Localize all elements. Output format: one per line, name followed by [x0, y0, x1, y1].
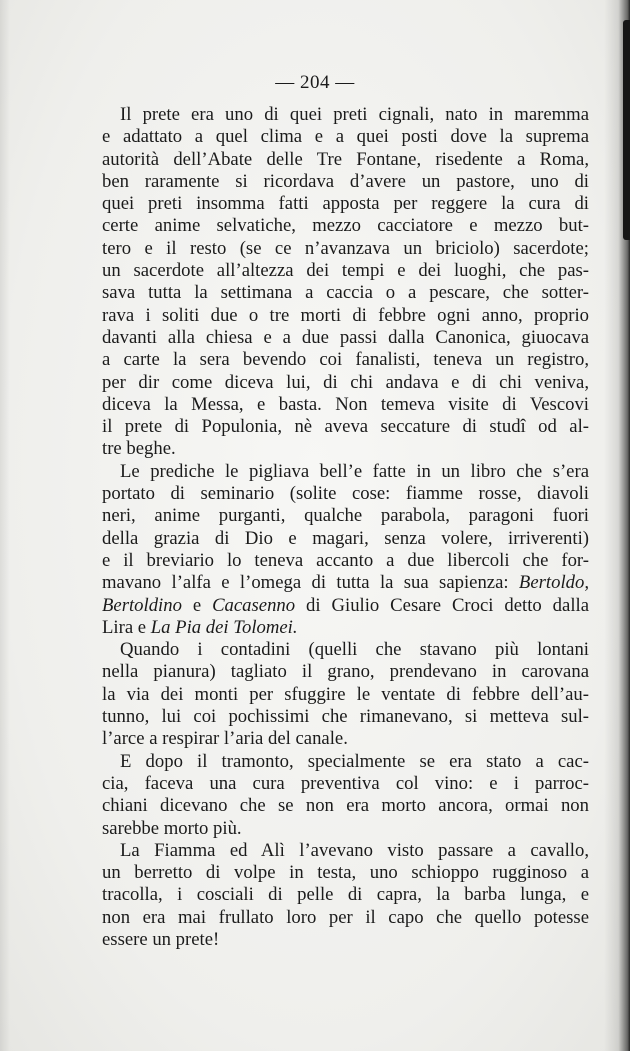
page-number: — 204 —	[275, 72, 355, 93]
text-run: E dopo il tramonto, specialmente se era stato a cac-	[120, 750, 589, 772]
text-run: e il breviario lo teneva accanto a due libercoli che for-	[102, 549, 589, 571]
text-line	[102, 461, 589, 483]
text-run: sarebbe morto più.	[102, 817, 242, 839]
italic-text: Bertoldo,	[518, 572, 589, 594]
text-run: rava i soliti due o tre morti di febbre ogni anno, proprio	[102, 304, 589, 326]
text-run: e	[181, 594, 213, 616]
text-line	[102, 260, 589, 282]
text-line	[102, 126, 589, 148]
text-run: e adattato a quel clima e a quei posti dove la suprema	[102, 126, 589, 148]
text-line	[102, 193, 589, 215]
text-line	[102, 751, 589, 773]
text-run: sava tutta la settimana a caccia o a pescare, che sotter-	[102, 282, 589, 304]
paragraph	[102, 639, 589, 750]
text-run: Le prediche le pigliava bell’e fatte in un libro che s’era	[120, 460, 589, 482]
text-line	[102, 238, 589, 260]
text-run: per dir come diceva lui, di chi andava e di chi veniva,	[102, 371, 589, 393]
page-left-shadow	[0, 0, 10, 1051]
text-run: Lira e	[102, 616, 151, 638]
text-run: portato di seminario (solite cose: fiamme rosse, diavoli	[102, 483, 589, 505]
text-run: tero e il resto (se ce n’avanzava un briciolo) sacerdote;	[102, 237, 589, 259]
text-line	[102, 438, 589, 460]
text-run: tre beghe.	[102, 438, 176, 460]
text-line	[102, 661, 589, 683]
text-run: tracolla, i cosciali di pelle di capra, la barba lunga, e	[102, 884, 589, 906]
text-line	[102, 884, 589, 906]
text-run: ben raramente si ricordava d’avere un pastore, uno di	[102, 170, 589, 192]
text-run: davanti alla chiesa e a due passi dalla Canonica, giuocava	[102, 326, 589, 348]
paragraph	[102, 104, 589, 461]
text-line	[102, 840, 589, 862]
paragraph	[102, 461, 589, 639]
text-run: di Giulio Cesare Croci detto dalla	[295, 594, 589, 616]
text-run: neri, anime purganti, qualche parabola, paragoni fuori	[102, 505, 589, 527]
text-line	[102, 572, 589, 594]
text-line	[102, 483, 589, 505]
text-line	[102, 349, 589, 371]
text-run: certe anime selvatiche, mezzo cacciatore e mezzo but-	[102, 215, 589, 237]
text-line	[102, 327, 589, 349]
body-text	[102, 104, 589, 951]
text-line	[102, 528, 589, 550]
text-line	[102, 728, 589, 750]
text-line	[102, 929, 589, 951]
binding-edge	[623, 20, 630, 240]
text-line	[102, 706, 589, 728]
text-run: nella pianura) tagliato il grano, prendevano in carovana	[102, 661, 589, 683]
text-run: a carte la sera bevendo coi fanalisti, teneva un registro,	[102, 349, 589, 371]
text-line	[102, 505, 589, 527]
text-run: tunno, lui coi pochissimi che rimanevano, si metteva sul-	[102, 706, 589, 728]
text-run: non era mai frullato loro per il capo che quello potesse	[102, 906, 589, 928]
paragraph	[102, 840, 589, 951]
text-run: essere un prete!	[102, 928, 220, 950]
italic-text: Bertoldino	[102, 594, 182, 616]
text-line	[102, 818, 589, 840]
text-run: cia, faceva una cura preventiva col vino: e i parroc-	[102, 772, 589, 794]
text-line	[102, 372, 589, 394]
text-line	[102, 416, 589, 438]
text-line	[102, 639, 589, 661]
italic-text: La Pia dei Tolomei.	[150, 616, 298, 638]
text-run: chiani dicevano che se non era morto ancora, ormai non	[102, 795, 589, 817]
text-line	[102, 394, 589, 416]
text-line	[102, 149, 589, 171]
text-line	[102, 617, 589, 639]
text-run: La Fiamma ed Alì l’avevano visto passare a cavallo,	[120, 839, 589, 861]
text-run: autorità dell’Abate delle Tre Fontane, risedente a Roma,	[102, 148, 589, 170]
text-line	[102, 282, 589, 304]
text-line	[102, 215, 589, 237]
text-run: quei preti insomma fatti apposta per reggere la cura di	[102, 193, 589, 215]
text-run: mavano l’alfa e l’omega di tutta la sua sapienza:	[102, 572, 519, 594]
text-line	[102, 171, 589, 193]
text-line	[102, 773, 589, 795]
text-line	[102, 305, 589, 327]
text-line	[102, 795, 589, 817]
text-run: Quando i contadini (quelli che stavano più lontani	[120, 639, 589, 661]
text-run: un berretto di volpe in testa, uno schioppo rugginoso a	[102, 862, 589, 884]
text-run: il prete di Populonia, nè aveva seccature di studî od al-	[102, 416, 589, 438]
text-run: un sacerdote all’altezza dei tempi e dei luoghi, che pas-	[102, 260, 589, 282]
text-run: l’arce a respirar l’aria del canale.	[102, 728, 348, 750]
text-run: la via dei monti per sfuggire le ventate di febbre dell’au-	[102, 683, 589, 705]
text-line	[102, 907, 589, 929]
text-line	[102, 862, 589, 884]
paragraph	[102, 751, 589, 840]
text-line	[102, 684, 589, 706]
text-line	[102, 550, 589, 572]
text-run: diceva la Messa, e basta. Non temeva visite di Vescovi	[102, 393, 589, 415]
italic-text: Cacasenno	[212, 594, 296, 616]
text-line	[102, 595, 589, 617]
text-run: della grazia di Dio e magari, senza volere, irriverenti)	[102, 527, 589, 549]
text-run: Il prete era uno di quei preti cignali, nato in maremma	[120, 104, 589, 125]
text-line	[102, 104, 589, 126]
